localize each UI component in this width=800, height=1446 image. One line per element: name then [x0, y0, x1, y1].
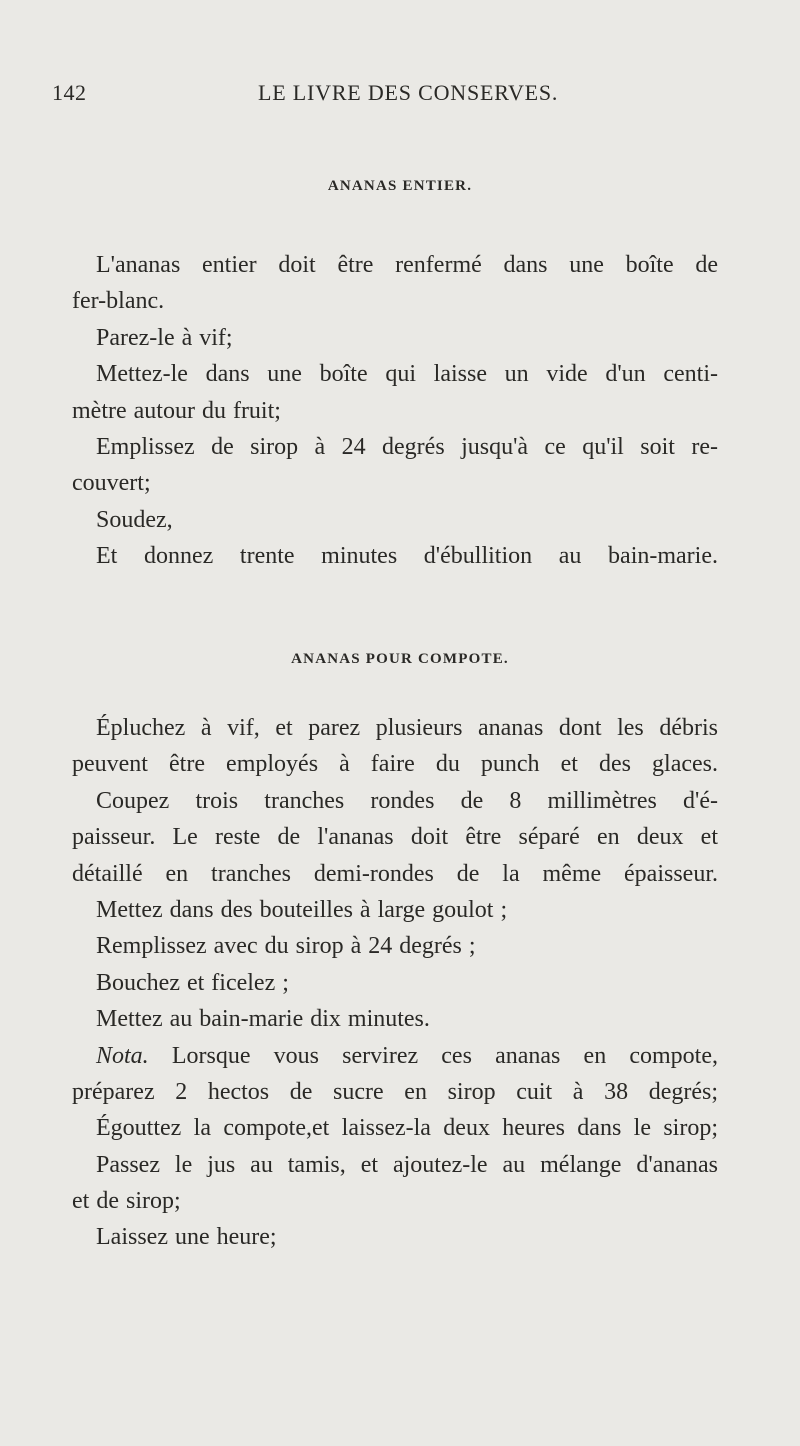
section-ananas-entier-body: [72, 247, 718, 575]
text-line: paisseur. Le reste de l'ananas doit être séparé en deux et: [72, 824, 718, 851]
text-line: et de sirop;: [72, 1188, 181, 1215]
text-line: détaillé en tranches demi-rondes de la même épaisseur.: [72, 860, 718, 887]
text-line: L'ananas entier doit être renfermé dans une boîte de: [96, 252, 718, 278]
text-line: Remplissez avec du sirop à 24 degrés ;: [96, 933, 476, 960]
text-line: Laissez une heure;: [96, 1224, 277, 1251]
text-line: préparez 2 hectos de sucre en sirop cuit à 38 degrés;: [72, 1078, 718, 1105]
section-title-ananas-entier: ANANAS ENTIER.: [327, 178, 473, 194]
text-line: Mettez-le dans une boîte qui laisse un vide d'un centi-: [96, 361, 718, 388]
text-line: Passez le jus au tamis, et ajoutez-le au mélange d'ananas: [96, 1151, 718, 1178]
text-line: Bouchez et ficelez ;: [96, 969, 289, 996]
text-line: Mettez dans des bouteilles à large goulot ;: [96, 896, 508, 923]
text-line: Coupez trois tranches rondes de 8 millimètres d'é-: [96, 787, 718, 814]
text-line: mètre autour du fruit;: [72, 397, 281, 424]
text-line: Lorsque vous servirez ces ananas en compote,: [171, 1042, 719, 1069]
section-title-ananas-pour-compote: ANANAS POUR COMPOTE.: [291, 651, 509, 667]
text-line: Emplissez de sirop à 24 degrés jusqu'à ce qu'il soit re-: [96, 433, 718, 460]
section-ananas-compote-body: [72, 710, 718, 1256]
text-line: fer-blanc.: [72, 288, 165, 315]
text-line: Et donnez trente minutes d'ébullition au bain-marie.: [96, 543, 718, 570]
text-line: Soudez,: [96, 506, 173, 533]
book-title: LE LIVRE DES CONSERVES.: [258, 80, 559, 105]
running-head: [52, 80, 752, 112]
nota-line: [72, 1038, 718, 1074]
nota-label: Nota.: [96, 1042, 149, 1069]
text-line: Épluchez à vif, et parez plusieurs ananas dont les débris: [96, 715, 718, 741]
text-line: Parez-le à vif;: [96, 324, 233, 351]
text-line: Mettez au bain-marie dix minutes.: [96, 1006, 430, 1033]
text-line: peuvent être employés à faire du punch et des glaces.: [72, 751, 718, 778]
page-number: 142: [52, 80, 87, 105]
text-line: Égouttez la compote,et laissez-la deux heures dans le sirop;: [96, 1115, 718, 1142]
text-line: couvert;: [72, 470, 151, 497]
